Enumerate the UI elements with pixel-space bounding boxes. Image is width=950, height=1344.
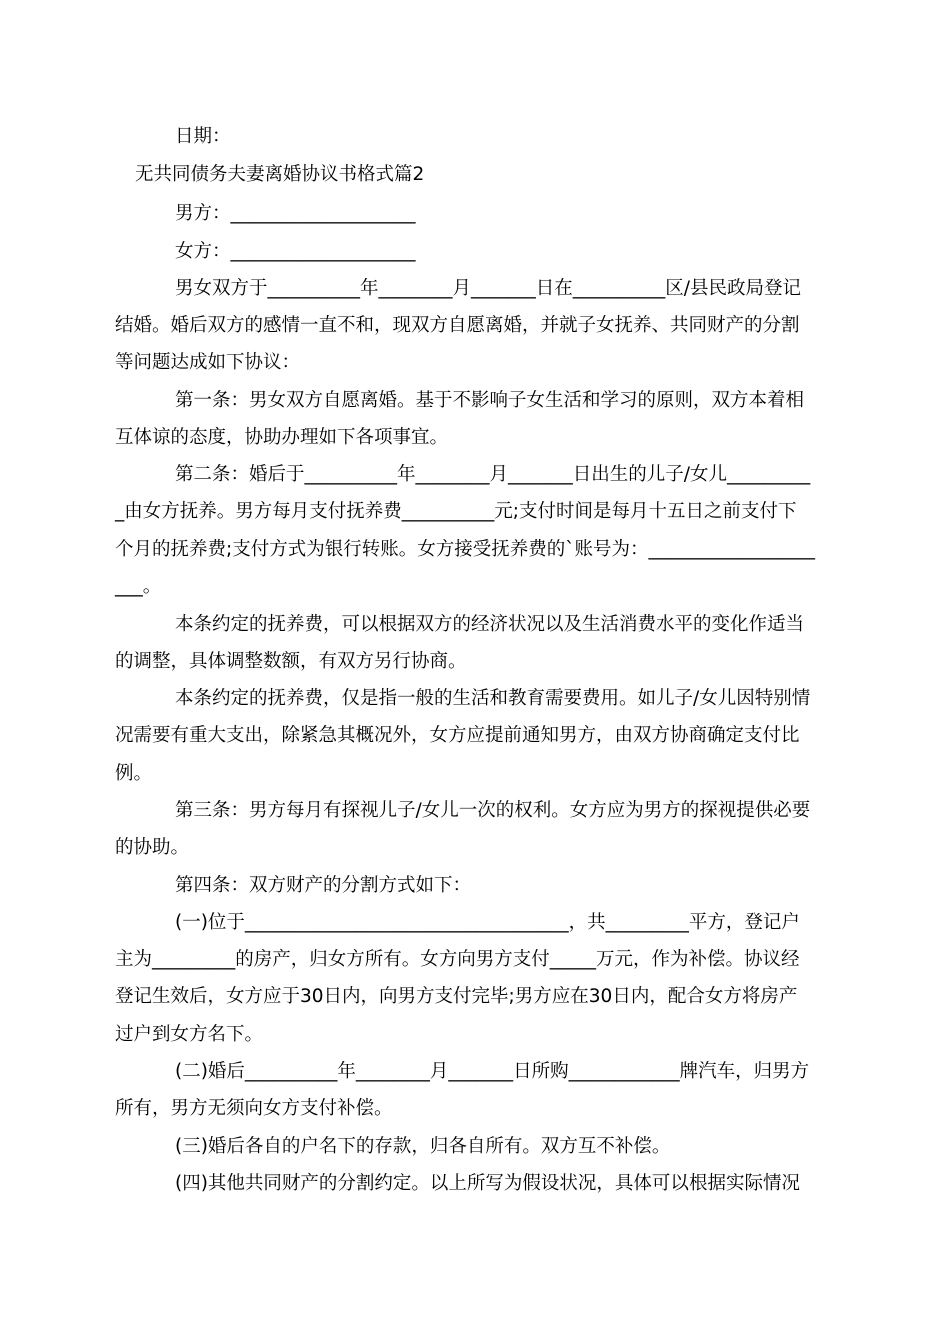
male-party-line: 男方：____________________ [175, 203, 416, 224]
support-note-2-line-2: 况需要有重大支出，除紧急其概况外，女方应提前通知男方，由双方协商确定支付比 [115, 725, 800, 746]
article-3-line-2: 的协助。 [115, 837, 190, 858]
article-1-line-1: 第一条：男女双方自愿离婚。基于不影响子女生活和学习的原则，双方本着相 [175, 390, 805, 411]
support-note-2-line-3: 例。 [115, 763, 153, 784]
section-title: 无共同债务夫妻离婚协议书格式篇2 [135, 164, 425, 185]
property-1-line-1: (一)位于___________________________________，共_________平方，登记户 [175, 912, 800, 933]
date-label: 日期： [175, 126, 231, 147]
article-4-heading: 第四条：双方财产的分割方式如下： [175, 875, 472, 896]
article-2-line-1: 第二条：婚后于__________年________月_______日出生的儿子/女儿_________ [175, 464, 811, 485]
property-3-line: (三)婚后各自的户名下的存款，归各自所有。双方互不补偿。 [175, 1136, 671, 1157]
intro-line-1: 男女双方于__________年________月_______日在__________区/县民政局登记 [175, 278, 801, 299]
article-2-line-4: ___。 [115, 576, 162, 597]
intro-line-2: 结婚。婚后双方的感情一直不和，现双方自愿离婚，并就子女抚养、共同财产的分割 [115, 315, 800, 336]
female-party-line: 女方：____________________ [175, 241, 416, 262]
support-note-2-line-1: 本条约定的抚养费，仅是指一般的生活和教育需要费用。如儿子/女儿因特别情 [175, 688, 811, 709]
support-note-1-line-1: 本条约定的抚养费，可以根据双方的经济状况以及生活消费水平的变化作适当 [175, 614, 805, 635]
support-note-1-line-2: 的调整，具体调整数额，有双方另行协商。 [115, 651, 467, 672]
article-3-line-1: 第三条：男方每月有探视儿子/女儿一次的权利。女方应为男方的探视提供必要 [175, 800, 811, 821]
property-2-line-2: 所有，男方无须向女方支付补偿。 [115, 1098, 393, 1119]
property-4-line: (四)其他共同财产的分割约定。以上所写为假设状况，具体可以根据实际情况 [175, 1173, 800, 1194]
property-1-line-4: 过户到女方名下。 [115, 1024, 264, 1045]
article-2-line-3: 个月的抚养费;支付方式为银行转账。女方接受抚养费的`账号为：__________________ [115, 539, 815, 560]
property-1-line-2: 主为_________的房产，归女方所有。女方向男方支付_____万元，作为补偿。协议经 [115, 949, 800, 970]
article-2-line-2: _由女方抚养。男方每月支付抚养费__________元;支付时间是每月十五日之前支付下 [115, 501, 797, 522]
article-1-line-2: 互体谅的态度，协助办理如下各项事宜。 [115, 427, 449, 448]
property-1-line-3: 登记生效后，女方应于30日内，向男方支付完毕;男方应在30日内，配合女方将房产 [115, 986, 798, 1007]
intro-line-3: 等问题达成如下协议： [115, 352, 301, 373]
property-2-line-1: (二)婚后__________年________月_______日所购____________牌汽车，归男方 [175, 1061, 810, 1082]
